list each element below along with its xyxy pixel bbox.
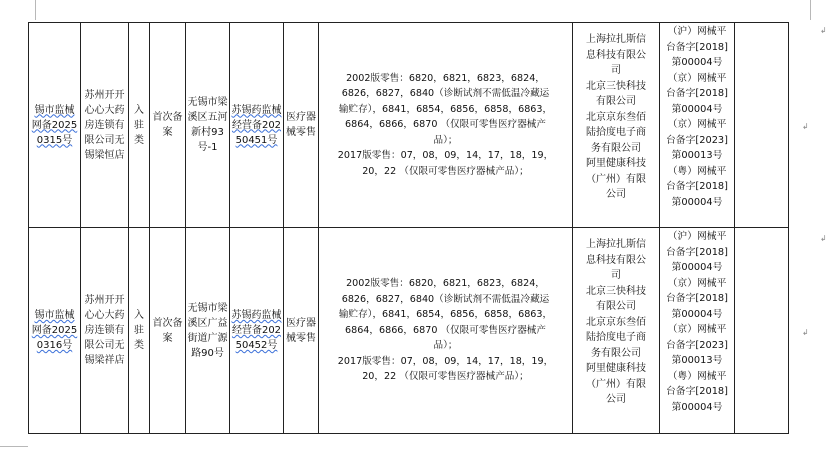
cert-line: （沪）网械平 (667, 231, 727, 242)
cert-line: （粤）网械平 (667, 370, 727, 382)
category-cell: 入驻类 (129, 23, 150, 228)
platform-line: 司 (611, 270, 621, 281)
scope-line: 6826，6827，6840（诊断试剂不需低温冷藏运 (341, 293, 550, 305)
scope-line: 品）； (433, 340, 458, 352)
cert-line: 第00004号 (671, 401, 723, 413)
platform-line: 务有限公司 (591, 347, 641, 359)
cert-cell (660, 23, 735, 228)
cert-line: 台备字[2018] (666, 88, 728, 99)
cert-line: 第00013号 (671, 150, 723, 161)
platform-line: 公司 (606, 189, 626, 200)
platform-line: 有限公司 (596, 96, 636, 107)
scope-line: 6864，6866，6870 （仅限可零售医疗器械产 (344, 324, 546, 336)
paragraph-mark-icon: ↲ (820, 26, 827, 35)
cert-line: 台备字[2018] (666, 181, 728, 192)
cert-line: （沪）网械平 (667, 26, 727, 37)
company-cell: 苏州开开心心大药房连锁有限公司无锡梁祥店 (81, 228, 129, 434)
scope-cell (319, 23, 573, 228)
platform-line: 北京三快科技 (586, 80, 646, 92)
license-cell: 苏锡药监械经营备20250452号 (230, 228, 284, 434)
platform-line: 公司 (606, 394, 626, 405)
platform-line: 北京三快科技 (586, 285, 646, 297)
scope-line: 2017版零售：07，08，09，14，17，18，19， (337, 355, 554, 367)
cert-line: 第00013号 (671, 355, 723, 366)
cert-line: 第00004号 (671, 103, 723, 115)
platform-line: 司 (611, 65, 621, 76)
platform-line: 北京京东叁佰 (586, 316, 646, 328)
paragraph-mark-icon: ↲ (802, 122, 809, 131)
crop-mark-bottom (0, 446, 28, 447)
business-type-cell: 医疗器械零售 (284, 23, 319, 228)
paragraph-mark-icon: ↲ (820, 234, 827, 243)
scope-line: 20，22 （仅限可零售医疗器械产品）； (362, 165, 529, 177)
crop-mark-left (35, 0, 36, 20)
scope-line: 2017版零售：07，08，09，14，17，18，19， (337, 150, 554, 162)
platform-line: 上海拉扎斯信 (586, 34, 646, 45)
cert-line: （京）网械平 (667, 277, 727, 289)
scope-line: 输贮存），6841，6854，6856，6858，6863， (338, 309, 553, 321)
platform-line: 阿里健康科技 (586, 158, 646, 169)
platform-line: 阿里健康科技 (586, 363, 646, 374)
cert-line: 第00004号 (671, 196, 723, 208)
address-cell: 无锡市梁溪区广益街道广源路90号 (186, 228, 230, 434)
cert-line: 第00004号 (671, 308, 723, 320)
cert-line: 第00004号 (671, 57, 723, 68)
cert-line: 台备字[2018] (666, 41, 728, 53)
cert-cell (660, 228, 735, 434)
platform-line: 陆拾度电子商 (586, 127, 646, 138)
filing-type-cell: 首次备案 (150, 23, 186, 228)
scope-line: 品）； (433, 134, 458, 146)
cert-line: 第00004号 (671, 262, 723, 273)
cert-line: （粤）网械平 (667, 165, 727, 177)
paragraph-mark-icon: ↲ (802, 328, 809, 337)
platform-cell (573, 228, 660, 434)
platform-cell (573, 23, 660, 228)
cert-line: （京）网械平 (667, 119, 727, 130)
record-no-cell: 锡市监械网备20250316号 (29, 228, 81, 434)
scope-cell (319, 228, 573, 434)
cert-line: 台备字[2018] (666, 293, 728, 304)
table-row (29, 228, 789, 434)
blank-cell (735, 23, 789, 228)
cert-line: 台备字[2018] (666, 246, 728, 258)
platform-line: 息科技有限公 (586, 49, 646, 61)
cert-line: （京）网械平 (667, 72, 727, 84)
blank-cell (735, 228, 789, 434)
platform-line: 北京京东叁佰 (586, 111, 646, 123)
platform-line: （广州）有限 (586, 378, 646, 390)
record-no-cell: 锡市监械网备20250315号 (29, 23, 81, 228)
platform-line: 有限公司 (596, 301, 636, 312)
scope-line: 输贮存），6841，6854，6856，6858，6863， (338, 103, 553, 115)
platform-line: （广州）有限 (586, 173, 646, 185)
cert-line: 台备字[2023] (666, 134, 728, 146)
cert-line: 台备字[2023] (666, 339, 728, 351)
category-cell: 入驻类 (129, 228, 150, 434)
platform-line: 务有限公司 (591, 142, 641, 154)
scope-line: 2002版零售：6820，6821，6823，6824， (346, 278, 545, 290)
address-cell: 无锡市梁溪区五河新村93号-1 (186, 23, 230, 228)
scope-line: 2002版零售：6820，6821，6823，6824， (346, 72, 545, 84)
platform-line: 上海拉扎斯信 (586, 239, 646, 250)
company-cell: 苏州开开心心大药房连锁有限公司无锡梁恒店 (81, 23, 129, 228)
filing-type-cell: 首次备案 (150, 228, 186, 434)
license-cell: 苏锡药监械经营备20250451号 (230, 23, 284, 228)
crop-mark-right (810, 0, 811, 20)
cert-line: （京）网械平 (667, 324, 727, 335)
scope-line: 6864，6866，6870 （仅限可零售医疗器械产 (344, 119, 546, 131)
scope-line: 20，22 （仅限可零售医疗器械产品）； (362, 371, 529, 383)
business-type-cell: 医疗器械零售 (284, 228, 319, 434)
table-row (29, 23, 789, 228)
cert-line: 台备字[2018] (666, 386, 728, 397)
platform-line: 息科技有限公 (586, 254, 646, 266)
platform-line: 陆拾度电子商 (586, 332, 646, 343)
filing-table (28, 22, 789, 434)
scope-line: 6826，6827，6840（诊断试剂不需低温冷藏运 (341, 88, 550, 100)
